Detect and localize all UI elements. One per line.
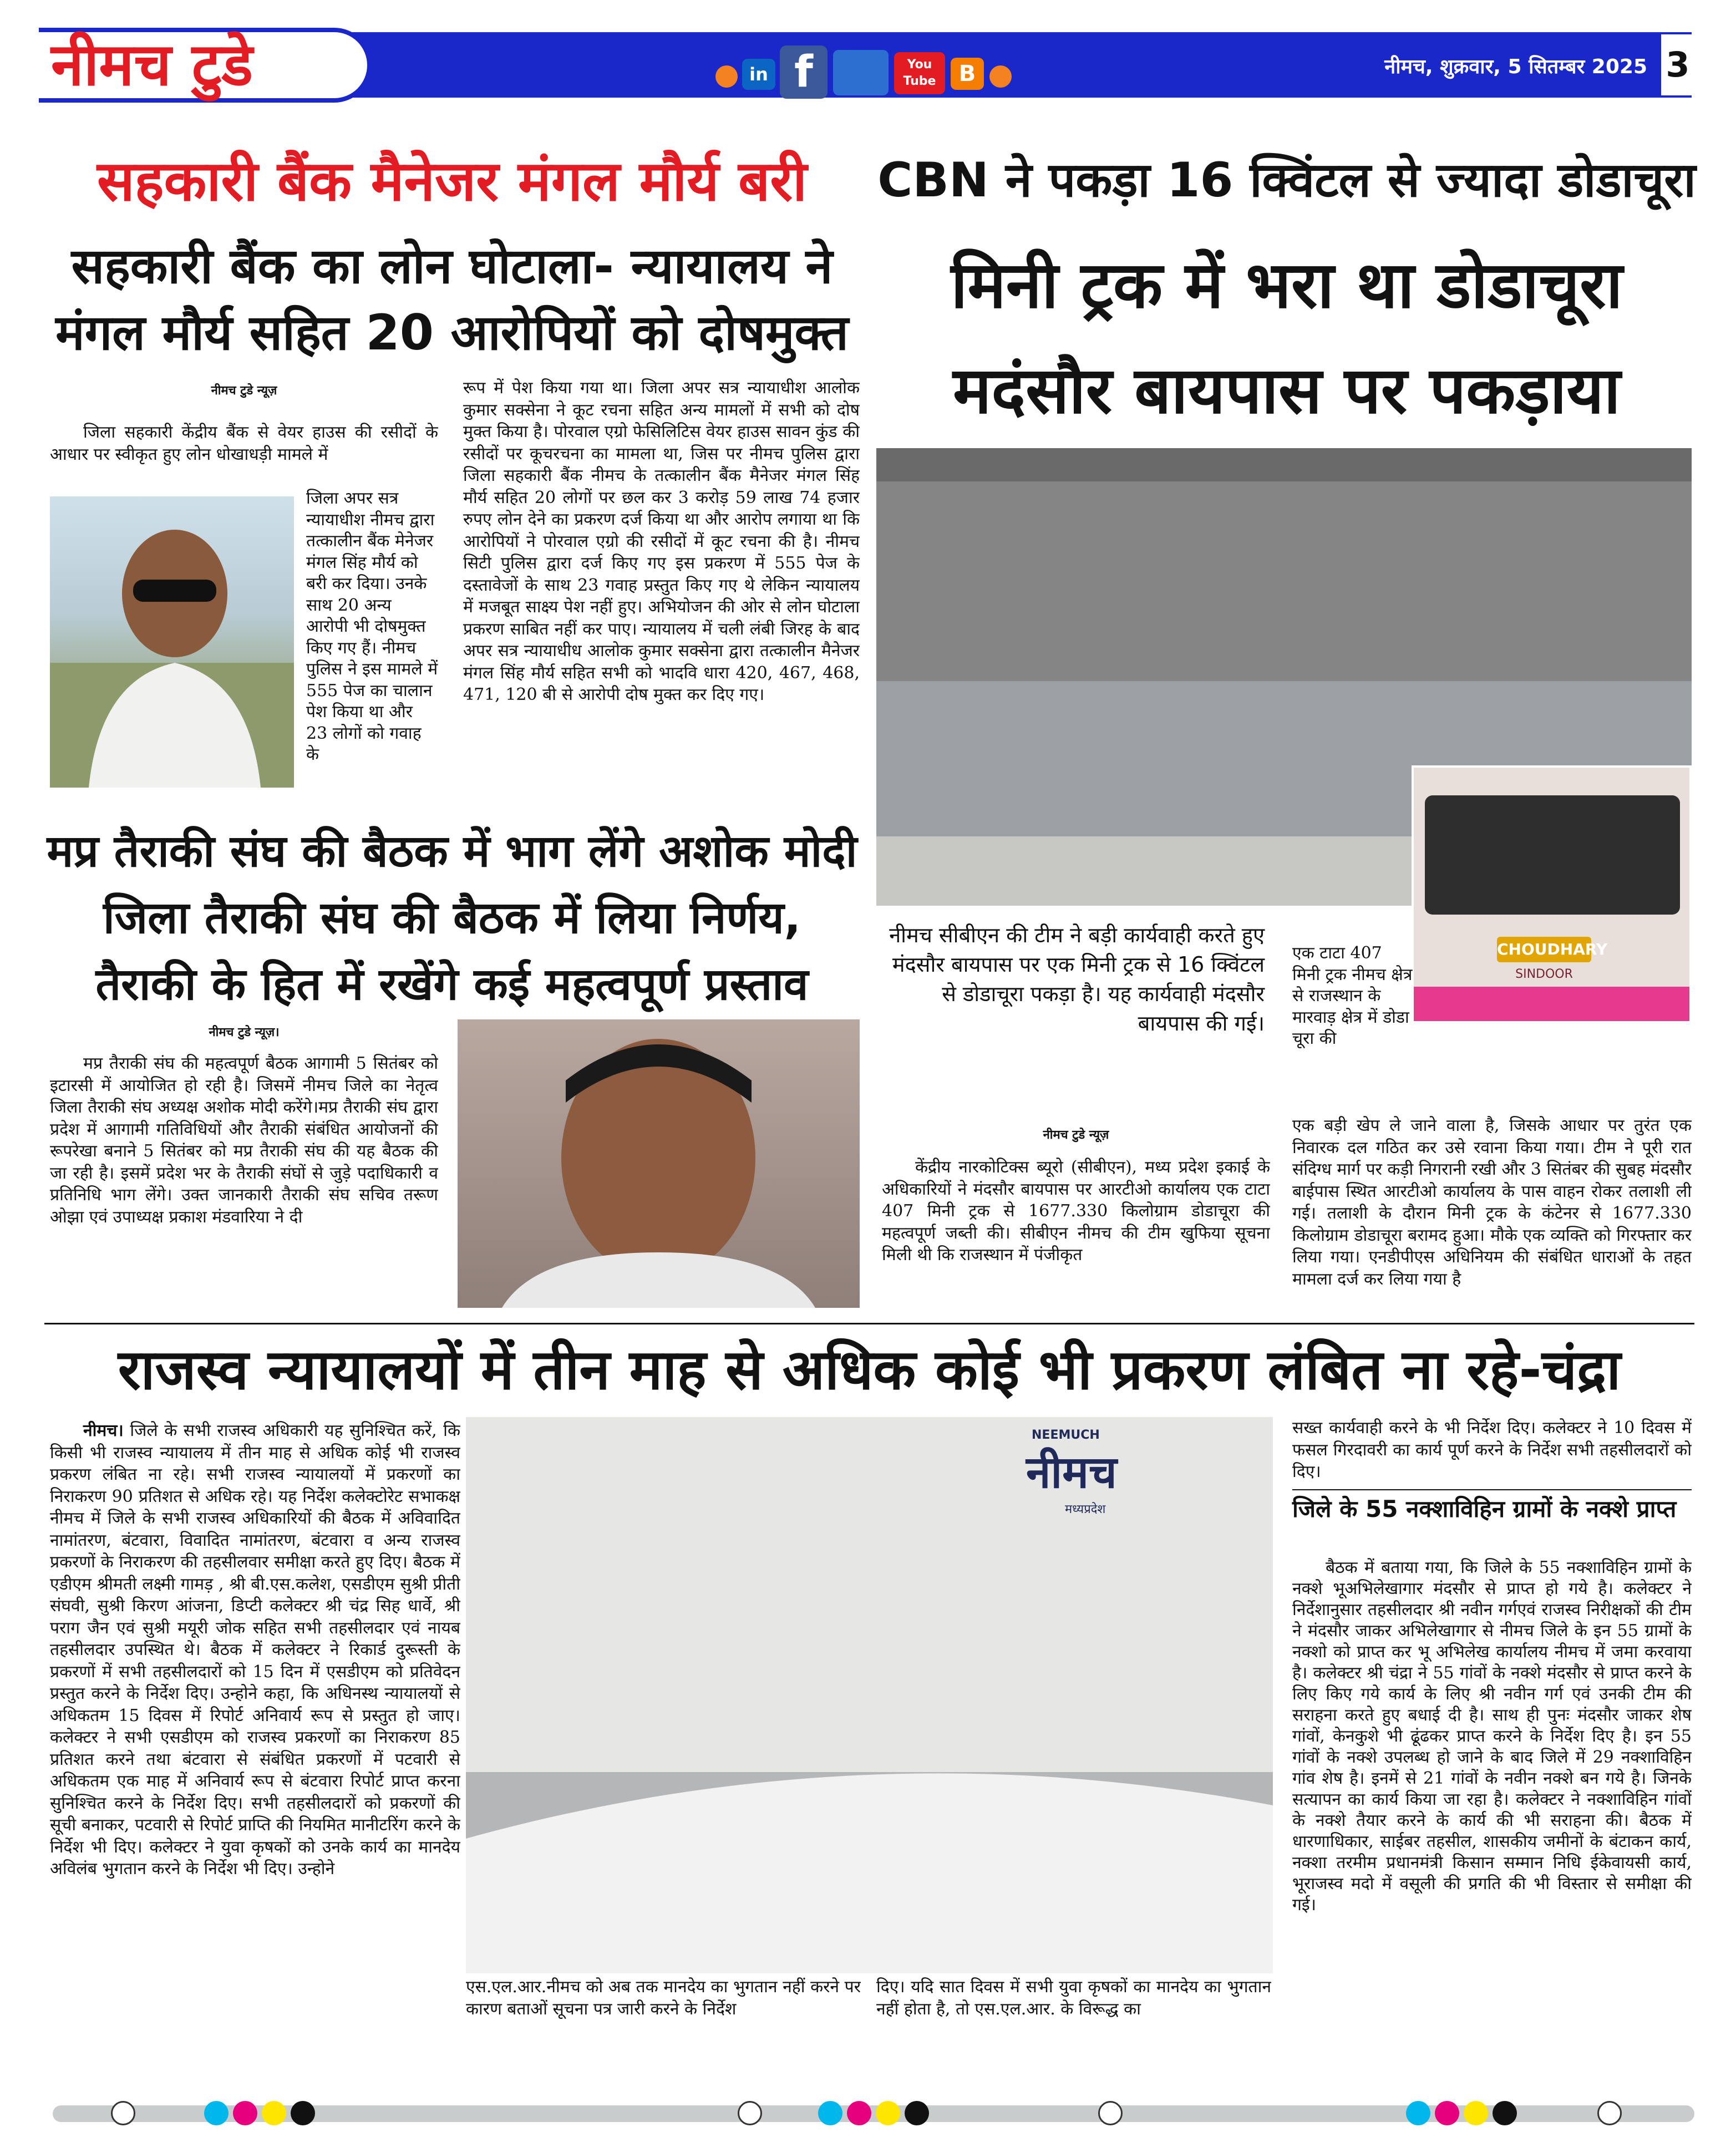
swim-body: मप्र तैराकी संघ की महत्वपूर्ण बैठक आगामी 5 सितंबर को इटारसी में आयोजित हो रही है। जिसमें नीमच जिले का नेतृत्व जिला तैराकी संघ अध्यक्ष अशोक मोदी करेंगे।मप्र तैराकी संघ द्वारा प्रदेश में आगामी गतिविधियों और तैराकी संबंधित आयोजनों की रूपरेखा बनाने 5 सितंबर को मप्र तैराकी संघ की यह बैठक की जा रही है। इसमें प्रदेश भर के तैराकी संघों से जुड़े पदाधिकारी व प्रतिनिधि भाग लेंगे। उक्त जानकारी तैराकी संघ सचिव तरूण ओझा एवं उपाध्यक्ष प्रकाश मंडवारिया ने दी — [50, 1054, 438, 1227]
inset-sign: CHOUDHARY — [1497, 937, 1591, 962]
cbn-col-left: केंद्रीय नारकोटिक्स ब्यूरो (सीबीएन), मध्य प्रदेश इकाई के अधिकारियों ने मंदसौर बायपास पर आरटीओ कार्यालय एक टाटा 407 मिनी ट्रक से 1677.330 किलोग्राम डोडाचूरा की महत्वपूर्ण जब्ती की। सीबीएन नीमच की टीम खुफिया सूचना मिली थी कि राजस्थान में पंजीकृत — [882, 1158, 1270, 1265]
youtube-icon: You Tube — [894, 52, 945, 94]
crosshair-icon — [111, 2101, 135, 2125]
revenue-photo — [466, 1417, 1273, 1973]
blogger-icon: B — [951, 58, 984, 90]
person-photo-icon — [458, 1019, 860, 1308]
magenta-dot — [233, 2101, 257, 2125]
cbn-byline: नीमच टुडे न्यूज़ — [1043, 1128, 1109, 1142]
revenue-col4-body: बैठक में बताया गया, कि जिले के 55 नक्शाविहिन ग्रामों के नक्शे भूअभिलेखागार मंदसौर से प्राप्त हो गये है। कलेक्टर ने निर्देशानुसार तहसीलदार श्री नवीन गर्गएवं राजस्व निरीक्षकों की टीम ने मंदसौर जाकर अभिलेखागार से नीमच जिले के इन 55 ग्रामों के नक्शो को प्राप्त कर भू अभिलेख कार्यालय नीमच में जमा करवाया है। कलेक्टर श्री चंद्रा ने 55 गांवों के नक्शे मंदसौर से प्राप्त करने के लिए किए गये कार्य के लिए श्री नवीन गर्ग एवं उनकी टीम की सराहना करते हुए बधाई दी है। साथ ही पुनः मंदसौर जाकर शेष गांवों, केनकुशे भी ढूंढकर प्राप्त करने के निर्देश दिए है। इन 55 गांवों के नक्शे उपलब्ध हो जाने के बाद जिले में 29 नक्शाविहिन गांव शेष है। इनमें से 21 गांवों के नवीन नक्शे बन गये है। जिनके सत्यापन का कार्य किया जा रहा है। कलेक्टर ने नक्शाविहिन गांवों के नक्शे तैयार करने के कार्य की भी सराहना की। बैठक में धारणाधिकार, साईबर तहसील, शासकीय जमीनों के बंटाकन कार्य, नक्शा तरमीम प्रधानमंत्री किसान सम्मान निधि ईकेवायसी कार्य, भूराजस्व मदो में वसूली की प्रगति की भी विस्तार से समीक्षा की गई। — [1292, 1558, 1692, 1915]
bank-headline-2: मंगल मौर्य सहित 20 आरोपियों को दोषमुक्त — [55, 304, 849, 361]
revenue-sub-headline: जिले के 55 नक्शाविहिन ग्रामों के नक्शे प्राप्त — [1292, 1495, 1677, 1522]
masthead — [0, 0, 1736, 128]
social-icons — [715, 45, 1026, 101]
magenta-dot — [1435, 2101, 1459, 2125]
yellow-dot — [262, 2101, 286, 2125]
revenue-dateline: नीमच। — [83, 1421, 124, 1440]
swim-headline-2: तैराकी के हित में रखेंगे कई महत्वपूर्ण प्रस्ताव — [95, 958, 809, 1010]
bank-byline: नीमच टुडे न्यूज़ — [211, 384, 277, 398]
yellow-dot — [876, 2101, 900, 2125]
crosshair-icon — [1098, 2101, 1123, 2125]
revenue-col2-bottom: एस.एल.आर.नीमच को अब तक मानदेय का भुगतान नहीं करने पर कारण बताओं सूचना पत्र जारी करने के निर्देश — [466, 1977, 861, 2019]
cbn-col-right: एक बड़ी खेप ले जाने वाला है, जिसके आधार पर तुरंत एक निवारक दल गठित कर उसे रवाना किया गया। टीम ने पूरी रात संदिग्ध मार्ग पर कड़ी निगरानी रखी और 3 सितंबर की सुबह मंदसौर बाईपास स्थित आरटीओ कार्यालय के पास वाहन रोकर तलाशी ली गई। तलाशी के दौरान मिनी ट्रक के कंटेनर से 1677.330 किलोग्राम डोडाचूरा बरामद हुआ। मौके एक व्यक्ति को गिरफ्तार कर लिया गया। एनडीपीएस अधिनियम की संबंधित धाराओं के तहत मामला दर्ज कर लिया गया है — [1292, 1116, 1692, 1289]
person-photo-icon — [50, 496, 294, 788]
bank-kicker: सहकारी बैंक मैनेजर मंगल मौर्य बरी — [97, 149, 808, 214]
sub-headline-rule — [1292, 1489, 1692, 1490]
truck-body-panel — [1414, 987, 1692, 1023]
black-dot — [291, 2101, 315, 2125]
yellow-dot — [1464, 2101, 1488, 2125]
photo-sign-top: NEEMUCH — [1032, 1428, 1100, 1442]
dateline: नीमच, शुक्रवार, 5 सितम्बर 2025 — [1384, 55, 1647, 78]
linkedin-icon: in — [742, 59, 775, 90]
cbn-headline-2: मदंसौर बायपास पर पकड़ाया — [953, 353, 1621, 428]
bank-headline-1: सहकारी बैंक का लोन घोटाला- न्यायालय ने — [71, 237, 833, 295]
cyan-dot — [1406, 2101, 1430, 2125]
photo-sign-sub: मध्यप्रदेश — [1065, 1503, 1106, 1516]
bank-photo — [50, 496, 294, 788]
cyan-dot — [204, 2101, 229, 2125]
crosshair-icon — [1597, 2101, 1622, 2125]
logo-text: नीमच टुडे — [51, 31, 253, 99]
community-icon — [833, 50, 889, 95]
cbn-kicker: CBN ने पकड़ा 16 क्विंटल से ज्यादा डोडाचूरा — [877, 153, 1696, 208]
page-number: 3 — [1666, 44, 1690, 85]
logo — [51, 29, 362, 101]
black-dot — [905, 2101, 929, 2125]
section-divider — [44, 1323, 1694, 1324]
photo-sign-main: नीमच — [1026, 1446, 1117, 1498]
magenta-dot — [847, 2101, 871, 2125]
cbn-photo-inset — [1412, 765, 1692, 1023]
truck-sacks — [1425, 795, 1680, 915]
crosshair-icon — [738, 2101, 762, 2125]
black-dot — [1493, 2101, 1517, 2125]
cbn-headline-1: मिनी ट्रक में भरा था डोडाचूरा — [951, 248, 1623, 323]
swim-kicker: मप्र तैराकी संघ की बैठक में भाग लेंगे अशोक मोदी — [47, 825, 857, 877]
rss-icon — [715, 65, 738, 88]
bank-col1-intro: जिला सहकारी केंद्रीय बैंक से वेयर हाउस की रसीदों के आधार पर स्वीकृत हुए लोन धोखाधड़ी मामले में — [50, 423, 438, 464]
facebook-icon: f — [780, 45, 828, 99]
swim-headline-1: जिला तैराकी संघ की बैठक में लिया निर्णय, — [103, 892, 801, 943]
bank-col1-wrap: जिला अपर सत्र न्यायाधीश नीमच द्वारा तत्कालीन बैंक मेनेजर मंगल सिंह मौर्य को बरी कर दिया। उनके साथ 20 अन्य आरोपी भी दोषमुक्त किए गए हैं। नीमच पुलिस ने इस मामले में 555 पेज का चालान पेश किया था और 23 लोगों को गवाह के — [306, 489, 438, 764]
cyan-dot — [818, 2101, 842, 2125]
rss-icon — [989, 65, 1012, 88]
revenue-col4-top: सख्त कार्यवाही करने के भी निर्देश दिए। कलेक्टर ने 10 दिवस में फसल गिरदावरी का कार्य पूर्ण करने के निर्देश सभी तहसीलदारों को दिए। — [1292, 1418, 1692, 1481]
swim-byline: नीमच टुडे न्यूज़। — [209, 1026, 280, 1039]
cbn-caption: नीमच सीबीएन की टीम ने बड़ी कार्यवाही करते हुए मंदसौर बायपास पर एक मिनी ट्रक से 16 क्विंटल से डोडाचूरा पकड़ा है। यह कार्यवाही मंदसौर बायपास की गई। — [889, 923, 1265, 1036]
bank-col2: रूप में पेश किया गया था। जिला अपर सत्र न्यायाधीश आलोक कुमार सक्सेना ने कूट रचना सहित अन्य मामलों में सभी को दोष मुक्त किया है। पोरवाल एग्रो फेसिलिटिस वेयर हाउस सावन कुंड की रसीदों पर कूचरचना का मामला था, जिस पर नीमच पुलिस द्वारा जिला सहकारी बैंक नीमच के तत्कालीन बैंक मैनेजर मंगल सिंह मौर्य सहित 20 लोगों पर छल कर 3 करोड़ 59 लाख 74 हजार रुपए लोन देने का प्रकरण दर्ज किया था और आरोप लगाया था कि आरोपियों ने पोरवाल एग्रो की रसीदों में कूट रचना की है। नीमच सिटी पुलिस द्वारा दर्ज किए गए इस प्रकरण में 555 पेज के दस्तावेजों के साथ 23 गवाह प्रस्तुत किए गए थे लेकिन न्यायालय में मजबूत साक्ष्य पेश नहीं हुए। अभियोजन की ओर से लोन घोटाला प्रकरण साबित नहीं कर पाए। न्यायालय में चली लंबी जिरह के बाद अपर सत्र न्यायाधीध आलोक कुमार सक्सेना द्वारा तत्कालीन मैनेजर मंगल सिंह मौर्य सहित सभी को भादवि धारा 420, 467, 468, 471, 120 बी से आरोपी दोष मुक्त कर दिए गए। — [463, 378, 860, 704]
cbn-col-right-top: एक टाटा 407 मिनी ट्रक नीमच क्षेत्र से राजस्थान के मारवाड़ क्षेत्र में डोडा चूरा की — [1292, 943, 1413, 1048]
inset-subsign: SINDOOR — [1515, 967, 1573, 981]
swim-photo — [458, 1019, 860, 1308]
revenue-col1: नीमच। जिले के सभी राजस्व अधिकारी यह सुनिश्चित करें, कि किसी भी राजस्व न्यायालय में तीन माह से अधिक कोई भी राजस्व प्रकरण लंबित ना रहे। सभी राजस्व न्यायालयों में प्रकरणों का निराकरण 90 प्रतिशत से अधिक रहे। यह निर्देश कलेक्टोरेट सभाकक्ष नीमच में जिले के सभी राजस्व अधिकारियों की बैठक में अविवादित नामांतरण, बंटवारा, विवादित नामांतरण, बंटवारा व अन्य राजस्व प्रकरणों के निराकरण की तहसीलवार समीक्षा करते हुए दिए। बैठक में एडीएम श्रीमती लक्ष्मी गामड़ , श्री बी.एस.कलेश, एसडीएम सुश्री प्रीती संघवी, सुश्री किरण आंजना, डिप्टी कलेक्टर श्री चंद्र सिह धार्वे, श्री पराग जैन एवं सुश्री मयूरी जोक सहित सभी तहसीलदार एवं नायब तहसीलदार उपस्थित थे। बैठक में कलेक्टर ने रिकार्ड दुरूस्ती के प्रकरणों में सभी तहसीलदारों को 15 दिन में एसडीएम को प्रतिवेदन प्रस्तुत करने के निर्देश दिए। उन्होने कहा, कि अधिनस्थ न्यायालयों से अधिकतम 15 दिवस में रिपोर्ट अनिवार्य रूप से प्रस्तुत हो जाए। कलेक्टर ने सभी एसडीएम को राजस्व प्रकरणों का निराकरण 85 प्रतिशत करने तथा बंटवारा से संबंधित प्रकरणों में पटवारी से अधिकतम एक माह में अनिवार्य रूप से बंटवारा रिपोर्ट प्राप्त करना सुनिश्चित करने के निर्देश दिए। सभी तहसीलदारों को प्रकरणों की सूची बनाकर, पटवारी से रिपोर्ट प्राप्ति की नियमित मानीटरिंग करने के निर्देश भी दिए। कलेक्टर ने युवा कृषकों को उनके कार्य का मानदेय अविलंब भुगतान करने के निर्देश भी दिए। उन्होने — [50, 1421, 460, 1879]
revenue-headline: राजस्व न्यायालयों में तीन माह से अधिक कोई भी प्रकरण लंबित ना रहे-चंद्रा — [118, 1337, 1621, 1402]
revenue-col3-bottom: दिए। यदि सात दिवस में सभी युवा कृषकों का मानदेय का भुगतान नहीं होता है, तो एस.एल.आर. के विरूद्ध का — [876, 1977, 1271, 2019]
print-footer — [0, 2097, 1736, 2130]
